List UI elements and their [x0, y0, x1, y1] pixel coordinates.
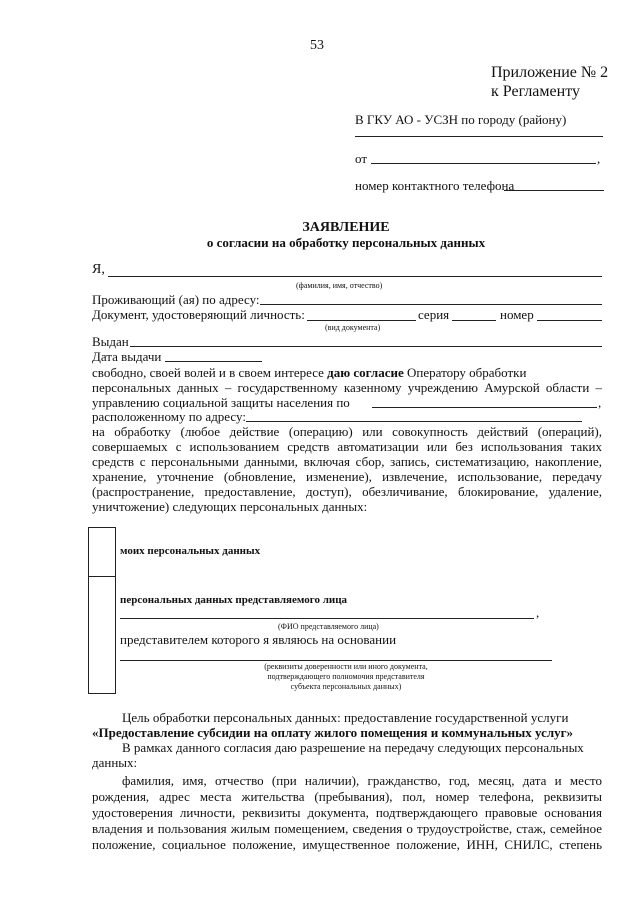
- number-label: номер: [500, 307, 534, 322]
- basis-hint1: (реквизиты доверенности или иного документа,: [264, 662, 428, 671]
- data-list-line3: удостоверения личности, реквизиты документа, подтверждающего правовые основания: [92, 805, 602, 820]
- processing-line6: уничтожение) следующих персональных данных:: [92, 499, 368, 514]
- processing-line1: на обработку (любое действие (операцию) или совокупность действий (операций),: [92, 424, 602, 439]
- consent-bold: даю согласие: [327, 365, 404, 380]
- processing-line3: средств с персональными данными, включая сбор, запись, систематизацию, накопление,: [92, 454, 602, 469]
- data-list-line4: владения и пользования жилым помещением, сведения о трудоустройстве, стаж, семейное: [92, 821, 602, 836]
- phone-line[interactable]: [504, 190, 604, 191]
- purpose-line3: В рамках данного согласия даю разрешение на передачу следующих персональных: [122, 740, 584, 755]
- option-represented: персональных данных представляемого лица: [120, 594, 348, 606]
- page-number: 53: [310, 38, 324, 53]
- basis-hint2: подтверждающего полномочия представителя: [267, 672, 425, 681]
- appendix-line1: Приложение № 2: [491, 64, 609, 81]
- consent-line4: расположенному по адресу:: [92, 409, 246, 424]
- processing-line5: (распространение, предоставление, доступ), обезличивание, блокирование, удаление,: [92, 484, 602, 499]
- phone-label: номер контактного телефона: [355, 178, 515, 193]
- consent-line1: [92, 365, 526, 381]
- represented-hint: (ФИО представляемого лица): [278, 622, 379, 631]
- document-subtitle: о согласии на обработку персональных данных: [206, 235, 486, 250]
- addressee: В ГКУ АО - УСЗН по городу (району): [355, 112, 567, 127]
- number-line[interactable]: [537, 320, 602, 321]
- location-address-line[interactable]: [246, 421, 582, 422]
- data-list-line2: рождения, адрес места жительства (пребывания), пол, номер телефона, реквизиты: [92, 789, 602, 804]
- basis-line[interactable]: [120, 660, 552, 661]
- represented-comma: ,: [536, 605, 540, 620]
- issue-date-label: Дата выдачи: [92, 349, 162, 364]
- consent-line2: персональных данных – государственному казенному учреждению Амурской области –: [92, 380, 602, 395]
- consent-line3-comma: ,: [598, 395, 602, 410]
- document-label: Документ, удостоверяющий личность:: [92, 307, 305, 322]
- basis-hint3: субъекта персональных данных): [290, 682, 402, 691]
- address-line[interactable]: [260, 304, 602, 305]
- ya-label: Я,: [92, 262, 105, 277]
- consent-line3: управлению социальной защиты населения по: [92, 395, 350, 410]
- document-title: ЗАЯВЛЕНИЕ: [302, 220, 390, 235]
- purpose-service: «Предоставление субсидии на оплату жилого помещения и коммунальных услуг»: [92, 725, 574, 740]
- represented-fio-line[interactable]: [120, 618, 534, 619]
- fio-line[interactable]: [108, 276, 602, 277]
- usznx-line[interactable]: [372, 407, 597, 408]
- basis-label: представителем которого я являюсь на основании: [120, 632, 397, 647]
- data-list-line1: фамилия, имя, отчество (при наличии), гражданство, год, месяц, дата и место: [122, 773, 602, 788]
- processing-line2: совершаемых с использованием средств автоматизации или без использования таких: [92, 439, 602, 454]
- purpose-line1: Цель обработки персональных данных: предоставление государственной услуги: [122, 710, 569, 725]
- from-label: от: [355, 151, 368, 166]
- addressee-line[interactable]: [355, 136, 603, 137]
- data-list-line5: положение, социальное положение, имущественное положение, ИНН, СНИЛС, степень: [92, 837, 602, 852]
- series-label: серия: [418, 307, 450, 322]
- purpose-line4: данных:: [92, 755, 138, 770]
- appendix-line2: к Регламенту: [491, 83, 580, 100]
- issue-date-line[interactable]: [165, 361, 262, 362]
- option-own: моих персональных данных: [120, 545, 261, 557]
- processing-line4: хранение, уточнение (обновление, изменение), извлечение, использование, передачу: [92, 469, 602, 484]
- series-line[interactable]: [452, 320, 496, 321]
- fio-hint: (фамилия, имя, отчество): [296, 281, 383, 290]
- consent-line1-post: Оператору обработки: [407, 365, 527, 380]
- address-label: Проживающий (ая) по адресу:: [92, 292, 260, 307]
- issued-label: Выдан: [92, 334, 129, 349]
- own-data-checkbox[interactable]: [88, 527, 116, 577]
- document-type-line[interactable]: [307, 320, 416, 321]
- issued-line[interactable]: [130, 346, 602, 347]
- document-hint: (вид документа): [325, 323, 381, 332]
- from-comma: ,: [597, 151, 601, 166]
- consent-line1-pre: свободно, своей волей и в своем интересе: [92, 365, 324, 380]
- from-line[interactable]: [371, 163, 596, 164]
